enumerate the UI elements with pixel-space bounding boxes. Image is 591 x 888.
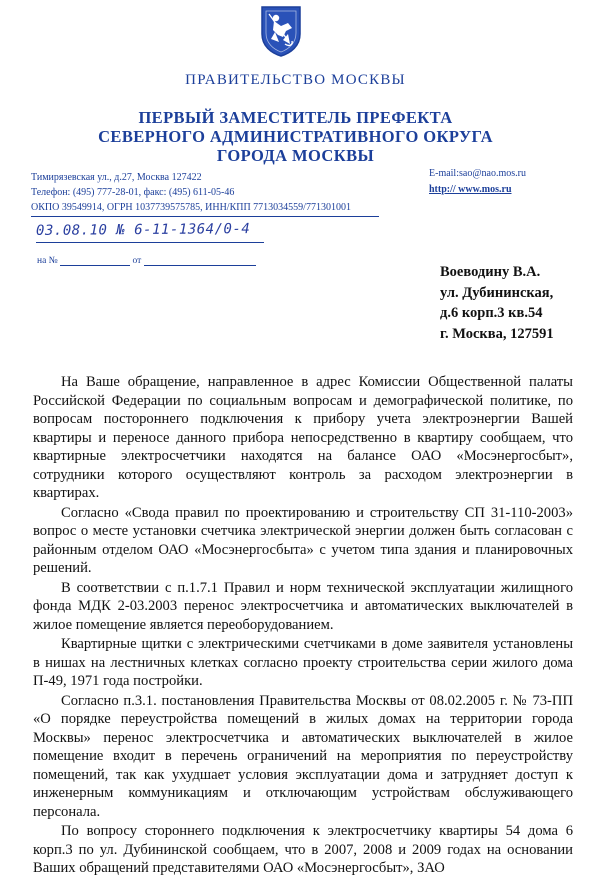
outgoing-number-line (36, 242, 264, 243)
body-paragraph: В соответствии с п.1.7.1 Правил и норм технической эксплуатации жилищного фонда МДК 2-03.2003 перенос электросчетчика и автоматических выключателей в жилое помещение является переоборудованием. (33, 579, 573, 633)
title-line-3: ГОРОДА МОСКВЫ (216, 146, 375, 165)
reference-prefix: на № (37, 256, 58, 266)
office-phone: Телефон: (495) 777-28-01, факс: (495) 611-05-46 (31, 187, 235, 198)
letter-body (33, 373, 573, 879)
email-link[interactable]: E-mail:sao@nao.mos.ru (429, 168, 526, 179)
reference-line (37, 256, 256, 266)
body-paragraph: Согласно «Свода правил по проектированию и строительству СП 31-110-2003» вопрос о месте установки счетчика электрической энергии должен быть согласован с районным отделом ОАО «Мосэнергосбыта» с учетом типа здания и планировочных решений. (33, 504, 573, 576)
addressee-city: г. Москва, 127591 (440, 325, 554, 342)
title-line-1: ПЕРВЫЙ ЗАМЕСТИТЕЛЬ ПРЕФЕКТА (138, 108, 453, 127)
addressee-name: Воеводину В.А. (440, 264, 541, 280)
website-link[interactable]: http:// www.mos.ru (429, 184, 512, 195)
body-paragraph: Согласно п.3.1. постановления Правительства Москвы от 08.02.2005 г. № 73-ПП «О порядке переустройства помещений в жилых домах на территории города Москвы» перенос электросчетчика и автоматических выключателей в жилое помещение входит в перечень ограничений на мероприятия по переустройству помещений, так как ухудшает условия эксплуатации дома и затрудняет доступ к инженерным коммуникациям и отключающим устройствам обслуживающего персонала. (33, 692, 573, 820)
reference-date-blank (144, 265, 256, 266)
reference-number-blank (60, 265, 130, 266)
title-line-2: СЕВЕРНОГО АДМИНИСТРАТИВНОГО ОКРУГА (98, 127, 493, 146)
header-divider (31, 216, 379, 217)
registration-codes: ОКПО 39549914, ОГРН 1037739575785, ИНН/КПП 7713034559/771301001 (31, 202, 351, 213)
addressee-street: ул. Дубининская, (440, 284, 554, 301)
government-name: ПРАВИТЕЛЬСТВО МОСКВЫ (185, 72, 406, 88)
office-address: Тимирязевская ул., д.27, Москва 127422 (31, 172, 202, 183)
body-paragraph: Квартирные щитки с электрическими счетчиками в доме заявителя установлены в нишах на лестничных клетках согласно проекту строительства серии жилого дома П-49, 1971 года постройки. (33, 636, 573, 689)
outgoing-number-handwritten: 03.08.10 № 6-11-1364/0-4 (35, 221, 251, 239)
moscow-coat-of-arms-icon (259, 4, 303, 58)
addressee-building: д.6 корп.3 кв.54 (440, 305, 543, 321)
body-paragraph: По вопросу стороннего подключения к электросчетчику квартиры 54 дома 6 корп.3 по ул. Дубининской сообщаем, что в 2007, 2008 и 2009 годах на основании Ваших обращений представителями ОАО «Мосэнергосбыт», ЗАО (33, 823, 573, 876)
addressee-block (440, 262, 554, 344)
body-paragraph: На Ваше обращение, направленное в адрес Комиссии Общественной палаты Российской Федерации по социальным вопросам и демографической политике, по вопросам постороннего подключения к прибору учета электроэнергии Вашей квартиры и переносе данного прибора непосредственно в квартиру сообщаем, что квартирные электросчетчики находятся на балансе ОАО «Мосэнергосбыт», сотрудники которого осуществляют контроль за расходом электроэнергии в квартирах. (33, 374, 573, 501)
reference-from: от (132, 256, 142, 266)
